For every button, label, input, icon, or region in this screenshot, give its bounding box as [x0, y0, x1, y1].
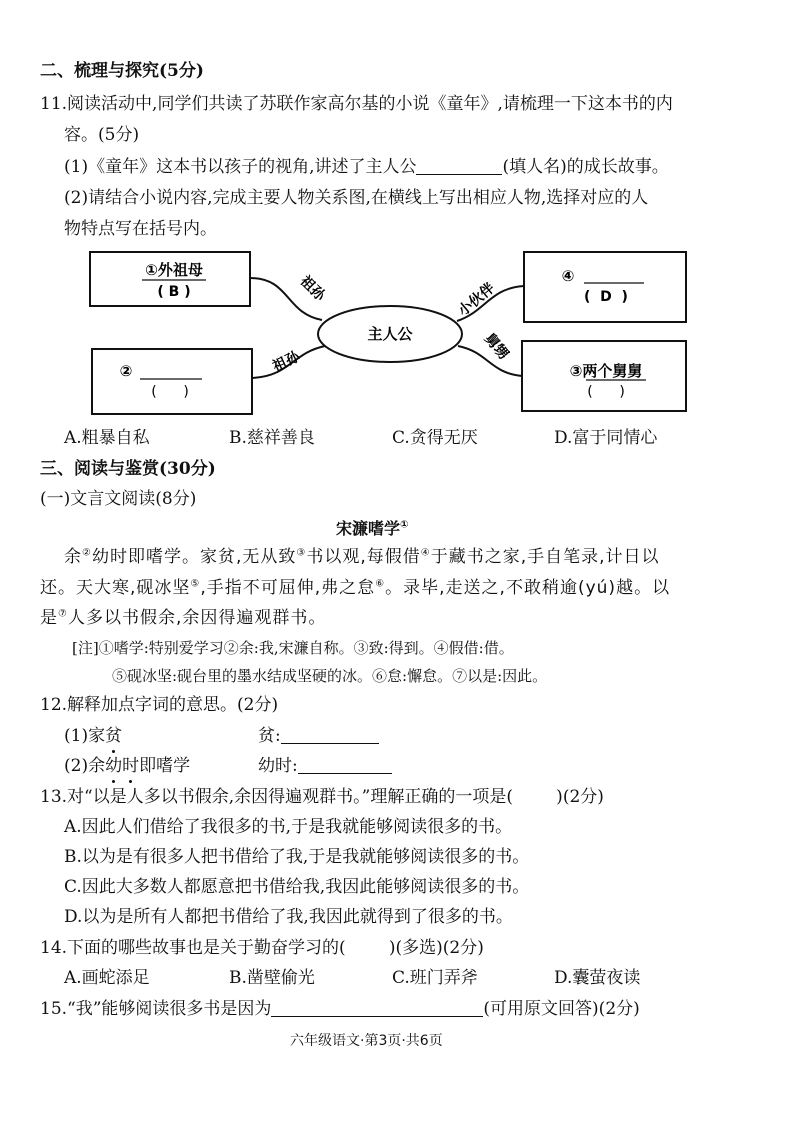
passage-title	[336, 518, 408, 540]
relation-label-bottom-right: 舅甥	[481, 330, 512, 363]
notes-line-2: ⑤砚冰坚:砚台里的墨水结成坚硬的冰。⑥怠:懈怠。⑦以是:因此。	[112, 667, 548, 685]
note-ref-3: ③	[296, 547, 307, 559]
p2a: 还。天大寒,砚冰坚	[40, 578, 191, 598]
subsection-classical-title: (一)文言文阅读(8分)	[40, 489, 197, 509]
p1d: 于藏书之家,手自笔录,计日以	[430, 547, 660, 567]
note-ref-5: ⑤	[190, 578, 201, 590]
trait-option-c: C.贪得无厌	[392, 428, 478, 448]
q12-item2-key: 幼时:	[258, 756, 298, 776]
q14-option-d: D.囊萤夜读	[554, 968, 641, 988]
trait-option-b: B.慈祥善良	[229, 428, 315, 448]
q12-item1-dotted: 贫	[105, 726, 123, 746]
q11-sub2-line1: (2)请结合小说内容,完成主要人物关系图,在横线上写出相应人物,选择对应的人	[64, 188, 649, 208]
diagram-box-2-answer: ( )	[151, 384, 189, 400]
q15-pre: 15.“我”能够阅读很多书是因为	[40, 999, 272, 1019]
q14-option-c: C.班门弄斧	[392, 968, 478, 988]
passage-line-1	[64, 546, 660, 568]
q13-option-b: B.以为是有很多人把书借给了我,于是我就能够阅读很多的书。	[64, 847, 530, 867]
diagram-box-1-answer: ( B )	[157, 284, 191, 300]
note-ref-2: ②	[82, 547, 92, 559]
q15	[40, 998, 640, 1020]
q12-item1-blank[interactable]	[281, 725, 379, 744]
q13-option-c: C.因此大多数人都愿意把书借给我,我因此能够阅读很多的书。	[64, 877, 530, 897]
q12-item1	[64, 725, 122, 747]
diagram-box-2-label: ②	[119, 362, 133, 380]
q12-item1-key: 贫:	[258, 726, 281, 746]
q11-line2: 容。(5分)	[64, 125, 140, 145]
diagram-box-4-answer: ( D )	[584, 289, 628, 305]
note-ref-7: ⑦	[58, 608, 68, 620]
q12-item2-post: 即嗜学	[139, 756, 191, 776]
p2c: 。录毕,走送之,不敢稍逾(yú)越。以	[385, 578, 671, 598]
diagram-center-label: 主人公	[367, 325, 413, 343]
q15-post: (可用原文回答)(2分)	[483, 999, 640, 1019]
q12-item1-pre: (1)家	[64, 726, 106, 746]
relation-label-top-left: 祖孙	[296, 273, 328, 305]
relation-label-bottom-left: 祖孙	[270, 348, 303, 376]
q14-title: 14.下面的哪些故事也是关于勤奋学习的( )(多选)(2分)	[40, 938, 484, 958]
q13-title: 13.对“以是人多以书假余,余因得遍观群书。”理解正确的一项是( )(2分)	[40, 787, 604, 807]
note-ref-6: ⑥	[375, 578, 386, 590]
diagram-box-3-label: ③两个舅舅	[569, 362, 643, 380]
page-footer: 六年级语文·第3页·共6页	[290, 1033, 443, 1049]
p3b: 人多以书假余,余因得遍观群书。	[67, 608, 327, 628]
q12-item1-answer	[258, 725, 379, 747]
passage-line-3	[40, 607, 326, 629]
q11-sub1	[64, 156, 669, 178]
q11-sub1-answer-blank[interactable]	[416, 156, 502, 175]
q13-option-d: D.以为是所有人都把书借给了我,我因此就得到了很多的书。	[64, 907, 513, 927]
relation-label-top-right: 小伙伴	[455, 280, 498, 320]
note-ref-4: ④	[420, 547, 431, 559]
section-2-title: 二、梳理与探究(5分)	[40, 61, 204, 81]
diagram-box-4	[524, 252, 686, 322]
diagram-box-4-label: ④	[561, 267, 575, 285]
p2b: ,手指不可屈伸,弗之怠	[200, 578, 376, 598]
q12-item2-pre: (2)余	[64, 756, 106, 776]
diagram-box-2	[92, 349, 252, 414]
q12-item2	[64, 755, 190, 777]
character-relationship-diagram	[0, 238, 794, 418]
p3a: 是	[40, 608, 58, 628]
passage-title-text: 宋濂嗜学	[336, 519, 401, 538]
q13-option-a: A.因此人们借给了我很多的书,于是我就能够阅读很多的书。	[64, 817, 513, 837]
q14-option-b: B.凿壁偷光	[229, 968, 315, 988]
section-3-title: 三、阅读与鉴赏(30分)	[40, 459, 216, 479]
passage-title-note: ①	[400, 519, 409, 531]
q12-title: 12.解释加点字词的意思。(2分)	[40, 695, 279, 715]
trait-option-a: A.粗暴自私	[64, 428, 150, 448]
trait-option-d: D.富于同情心	[554, 428, 658, 448]
q15-answer-blank[interactable]	[271, 998, 483, 1017]
notes-line-1: [注]①嗜学:特别爱学习②余:我,宋濂自称。③致:得到。④假借:借。	[72, 639, 514, 657]
q12-item2-dotted-1: 幼	[105, 756, 123, 776]
q12-item2-dotted-2: 时	[122, 756, 140, 776]
q11-sub1-post: (填人名)的成长故事。	[502, 157, 669, 177]
p1c: 书以观,每假借	[306, 547, 421, 567]
q12-item2-answer	[258, 755, 392, 777]
q12-item2-blank[interactable]	[298, 755, 392, 774]
p1a: 余	[64, 547, 82, 567]
diagram-box-1-label: ①外祖母	[145, 261, 203, 279]
q11-sub1-pre: (1)《童年》这本书以孩子的视角,讲述了主人公	[64, 157, 417, 177]
p1b: 幼时即嗜学。家贫,无从致	[91, 547, 297, 567]
q14-option-a: A.画蛇添足	[64, 968, 150, 988]
passage-line-2	[40, 577, 670, 599]
diagram-box-3-answer: ( )	[587, 384, 625, 400]
q11-sub2-line2: 物特点写在括号内。	[64, 219, 217, 239]
q11-line1: 11.阅读活动中,同学们共读了苏联作家高尔基的小说《童年》,请梳理一下这本书的内	[40, 94, 673, 114]
